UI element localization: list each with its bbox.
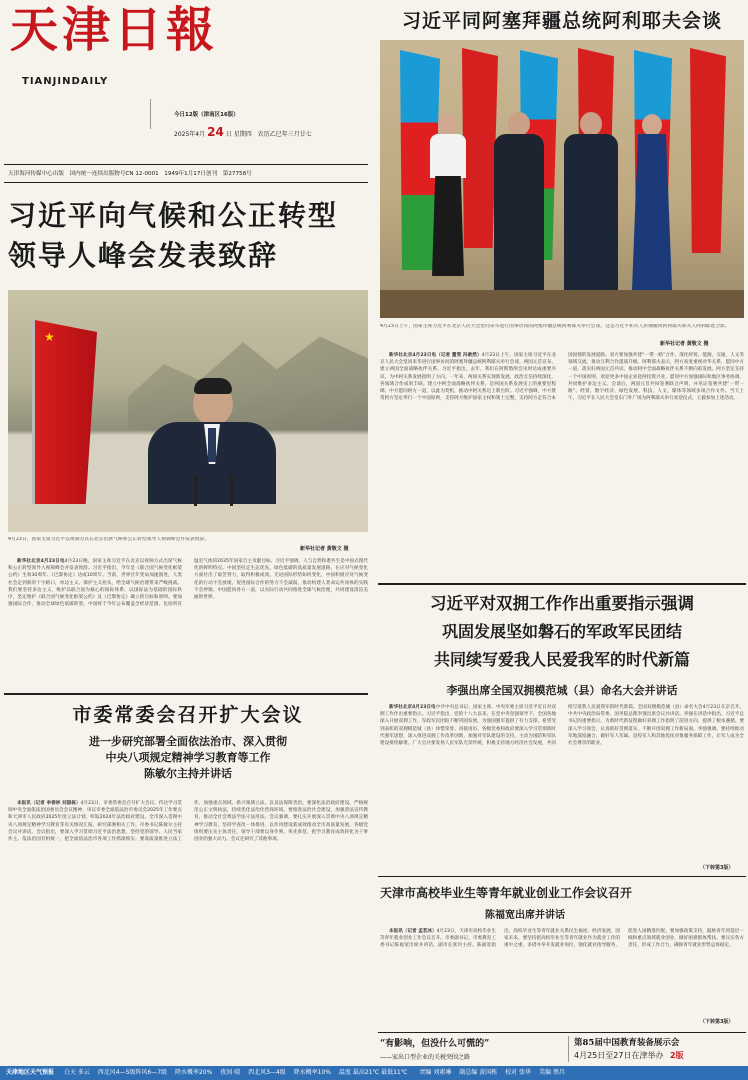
azerbaijan-headline: 习近平同阿塞拜疆总统阿利耶夫会谈 <box>401 10 722 32</box>
weather-day-wind: 西北风4—5级阵风6—7级 <box>97 1069 168 1076</box>
azerbaijan-lead: 新华社北京4月23日电（记者 董雪 冯歆然） <box>389 353 482 358</box>
issue-month: 2025年4月 <box>174 131 206 138</box>
issue-day: 24 <box>207 125 224 139</box>
person2-suit <box>494 134 544 294</box>
military-continued: （下转第3版） <box>700 865 734 871</box>
committee-subhead-line3: 陈敏尔主持并讲话 <box>144 767 232 780</box>
climate-headline-line1: 习近平向气候和公正转型 <box>8 199 339 232</box>
great-wall-painting <box>128 320 368 430</box>
committee-subhead-line1: 进一步研究部署全面依法治市、深入贯彻 <box>89 735 287 748</box>
weather-temp: 温度 最高21℃ 最低11℃ <box>338 1069 408 1076</box>
person1-skirt <box>432 176 464 276</box>
masthead-rule-top <box>4 164 368 165</box>
military-body: 中共中央总书记、国家主席、中央军委主席习近平近日对双拥工作作出重要指示。习近平指出，党的十八大以来，在党中央坚强领导下，全国各地深入开展双拥工作，军政军民团结不断巩固发展，为强国强军提供了有力支撑。希望受到表彰的双拥模范城（县）珍惜荣誉、再接再厉。各级党委和政府要深入学习贯彻新时代强军思想，深入推进双拥工作改革创新，加强对军队建设的支持，主动为国防和军队建设排忧解难。广大官兵要发扬人民军队光荣传统，积极支持地方经济社会发展，共同续写爱我人民爱我军的时代新篇。全国双拥模范城（县）命名大会4月23日在京召开。中共中央政治局常委、国务院总理李强出席会议并讲话。李强在讲话中指出，习近平总书记的重要指示，为新时代新征程做好双拥工作指明了前进方向、提供了根本遵循。要深入学习领会，认真抓好贯彻落实，不断开创双拥工作新局面。李强强调，要持续推动军地深度融合，做好军人军属、退役军人和其他优抚对象服务保障工作，让军人成为全社会尊崇的职业。 <box>380 705 744 747</box>
person3-suit <box>564 134 618 294</box>
person4-head <box>642 114 662 136</box>
military-bottom-rule <box>378 876 746 877</box>
weather-night-wind: 西北风3—4级 <box>248 1069 286 1076</box>
employment-continued: （下转第3版） <box>700 1019 734 1025</box>
weather-night: 夜间 晴 <box>220 1069 241 1076</box>
teaser-rule <box>378 1032 746 1033</box>
speaker-hair <box>194 378 232 394</box>
weather-day: 白天 多云 <box>63 1069 90 1076</box>
editor-1: 责编 刘素琳 <box>419 1069 452 1076</box>
committee-subhead <box>8 734 368 782</box>
flag-star-icon: ★ <box>44 330 55 344</box>
employment-article <box>380 928 744 1030</box>
committee-article <box>8 800 368 1048</box>
person1-blouse <box>430 134 466 178</box>
azerbaijan-photo-caption: 4月23日上午，国家主席习近平在北京人民大会堂同来华进行国事访问的阿塞拜疆总统阿利耶夫举行会谈。这是习近平和夫人彭丽媛同阿利耶夫和夫人阿利耶娃合影。 <box>380 324 730 329</box>
employment-lead: 本报讯（记者 孟若冰） <box>389 929 437 934</box>
teaser-tariff-subtitle: ——家出口型企业的关税突围之路 <box>380 1054 471 1061</box>
issue-lunar: 农历乙巳年三月廿七 <box>257 131 312 138</box>
employment-headline: 天津市高校毕业生等青年就业创业工作会议召开 <box>380 886 633 900</box>
teaser-tariff-title: “有影响，但没什么可慌的” <box>380 1039 490 1049</box>
teaser-expo-page: 2版 <box>670 1051 684 1060</box>
speaker-tie <box>208 428 216 462</box>
military-headline-line2: 巩固发展坚如磐石的军政军民团结 <box>441 622 682 641</box>
climate-article <box>8 558 368 682</box>
teaser-expo-subtitle: 4月25日至27日在津举办 <box>574 1051 664 1060</box>
climate-lead: 新华社北京4月23日电 <box>17 559 65 564</box>
teaser-divider <box>568 1036 569 1062</box>
azerbaijan-bottom-rule <box>378 583 746 585</box>
azerbaijan-article <box>380 352 744 576</box>
person4-dress <box>632 134 672 290</box>
weather-day-rain: 降水概率20% <box>174 1069 213 1076</box>
china-flag-1 <box>462 48 498 248</box>
weather-bar <box>0 1066 748 1080</box>
employment-subhead: 陈福宽出席并讲话 <box>485 910 565 921</box>
committee-lead: 本报讯（记者 李春林 刘国栋） <box>17 801 81 806</box>
weather-label: 天津地区天气预报 <box>6 1069 55 1076</box>
masthead-rule-bottom <box>4 182 368 183</box>
climate-bottom-rule <box>4 693 368 695</box>
issue-pages: 今日12版（津南区16版） <box>174 112 239 118</box>
issue-weekday: 日 星期四 <box>225 131 252 138</box>
military-headline-line1: 习近平对双拥工作作出重要指示强调 <box>430 594 694 613</box>
china-flag-3 <box>690 48 726 253</box>
credit-bar: 天津海河传媒中心出版 国内统一连续出版物号CN 12-0001 1949年1月17日创刊 第27758号 <box>8 171 252 177</box>
teaser-education-expo[interactable] <box>574 1036 744 1064</box>
logo-pinyin: TIANJINDAILY <box>22 76 109 87</box>
newspaper-logo: 天津日報 <box>10 2 219 58</box>
committee-subhead-line2: 中央八项规定精神学习教育等工作 <box>105 751 271 764</box>
military-subhead: 李强出席全国双拥模范城（县）命名大会并讲话 <box>446 684 678 697</box>
climate-photo-caption: 4月23日，国家主席习近平以视频方式在北京出席气候和公正转型领导人视频峰会并发表致辞。 <box>8 537 210 542</box>
person2-head <box>508 112 530 136</box>
azerbaijan-photo-credit: 新华社记者 黄敬文 摄 <box>660 341 709 347</box>
china-flag <box>35 320 97 520</box>
teaser-tariff[interactable] <box>380 1036 566 1064</box>
military-lead: 新华社北京4月23日电 <box>389 705 436 710</box>
employment-body: 4月23日，天津市高校毕业生等青年就业创业工作会议召开。市委副书记、市委教育工委书记陈福宽出席并讲话，副市长张玲主持。陈福宽指出，高校毕业生等青年就业关系民生福祉、经济发展、国家未来。要坚持把高校毕业生等青年就业作为就业工作的重中之重，多措并举开发就业岗位，强化就业指导服务，促进人岗精准匹配。要加强政策支持，鼓励青年到基层一线和重点领域就业创业，做好困难群体帮扶。要压实各方责任，形成工作合力，确保青年就业形势总体稳定。 <box>380 929 744 949</box>
flagpole <box>32 320 35 532</box>
azerbaijan-photo <box>380 40 744 318</box>
climate-headline-line2: 领导人峰会发表致辞 <box>8 239 279 272</box>
editor-2: 副总编 黄国栋 <box>459 1069 498 1076</box>
photo-floor <box>380 290 744 318</box>
editor-4: 美编 蔡昌 <box>538 1069 565 1076</box>
climate-body: 4月23日晚，国家主席习近平在北京以视频方式出席气候和公正转型领导人视频峰会并发表致辞。习近平指出，今年是《联合国气候变化框架公约》生效30周年、《巴黎协定》达成10周年。当前，世界百年变局加速演进，人类社会走到新的十字路口，单边主义、保护主义抬头，给全球气候治理带来严峻挑战。我们要坚持多边主义，维护以联合国为核心的国际体系、以国际法为基础的国际秩序，坚定维护《联合国气候变化框架公约》及《巴黎协定》确立的目标和原则。要加强国际合作，推动全球绿色低碳转型。中国将于今年公布覆盖全经济范围、包括所有温室气体的2035年国家自主贡献目标。习近平强调，人与自然和谐共生是中国式现代化的鲜明特点。中国坚持走生态优先、绿色低碳的高质量发展道路，在应对气候变化方面付出了艰苦努力，取得积极成效。无论国际形势如何变化，中国积极应对气候变化的行动不会放缓，促进国际合作的努力不会减弱，推动构建人类命运共同体的实践不会停歇。中国愿同各方一道，以实际行动共同推进全球气候治理，共同建设清洁美丽的世界。 <box>8 559 368 608</box>
azerbaijan-body: 4月23日上午，国家主席习近平在北京人民大会堂同来华进行国事访问的阿塞拜疆总统阿利耶夫举行会谈。两国元首宣布，建立两国全面战略伙伴关系。习近平指出，去年，我们在阿斯塔纳会见时达成重要共识，为中阿关系发展指明了方向。一年来，两国关系实现新发展，政治互信持续深化，各领域合作成果丰硕。建立中阿全面战略伙伴关系，是两国关系发展史上的重要里程碑。中方愿同阿方一道，以此为契机，推动中阿关系迈上新台阶。习近平强调，中方赞赏阿方坚定奉行一个中国原则，支持阿方维护国家主权和领土完整，支持阿方走符合本国国情的发展道路。双方要加强共建“一带一路”合作，深化经贸、能源、交通、人文等领域交流，推动互利合作提质升级。阿利耶夫表示，阿方高度重视对华关系，愿同中方一道，落实好两国元首共识，推动阿中全面战略伙伴关系不断向前发展。阿方坚定支持一个中国原则，欢迎更多中国企业赴阿投资兴业，愿同中方加强国际和地区事务协调，共同维护多边主义。会谈后，两国元首共同签署联合声明，并见证签署共建“一带一路”、经贸、数字经济、绿色发展、科技、人文、媒体等领域多项合作文件。当天上午，习近平在人民大会堂东门外广场为阿利耶夫举行欢迎仪式。王毅参加上述活动。 <box>380 353 744 402</box>
microphone-right <box>230 476 233 506</box>
speaker-desk <box>8 504 368 532</box>
military-headline <box>380 590 744 674</box>
committee-headline: 市委常委会召开扩大会议 <box>72 704 304 726</box>
masthead-divider <box>150 99 151 129</box>
teaser-expo-title: 第85届中国教育装备展示会 <box>574 1038 680 1048</box>
person1-head <box>438 114 458 136</box>
person3-head <box>580 112 602 136</box>
issue-date <box>174 125 312 139</box>
military-headline-line3: 共同续写爱我人民爱我军的时代新篇 <box>433 650 690 669</box>
climate-photo <box>8 290 368 532</box>
climate-headline <box>8 196 338 276</box>
microphone-left <box>194 476 197 506</box>
committee-body: 4月23日，市委常委会召开扩大会议，传达学习贯彻中央全面依法治国委员会会议精神，审议市委全面依法治市委员会2025年工作要点和天津市人民政府2025年度立法计划，听取2024年法治政府建设、全市深入贯彻中央八项规定精神学习教育等有关情况汇报，研究部署相关工作。市委书记陈敏尔主持会议并讲话。会议指出，要深入学习贯彻习近平法治思想，坚持党的领导、人民当家作主、依法治国有机统一，把全面依法治市各项工作抓深抓实。要高质量推进立法工作，加强重点领域、新兴领域立法，以良法保障善治。要深化法治政府建设，严格规范公正文明执法，持续优化法治化营商环境。要推进法治社会建设，加强普法宣传教育，推动全社会尊法学法守法用法。会议强调，要扎实开展深入贯彻中央八项规定精神学习教育，坚持学查改一体推进，以作风建设新成效推动全市高质量发展。各级党组织要压实主体责任，领导干部要以身作则、率先垂范，把学习教育成效转化为干事创业的强大动力。会议还研究了其他事项。 <box>8 801 368 843</box>
weather-night-rain: 降水概率10% <box>293 1069 331 1076</box>
editor-3: 校对 张华 <box>505 1069 532 1076</box>
military-article <box>380 704 744 864</box>
climate-photo-credit: 新华社记者 黄敬文 摄 <box>300 546 349 552</box>
